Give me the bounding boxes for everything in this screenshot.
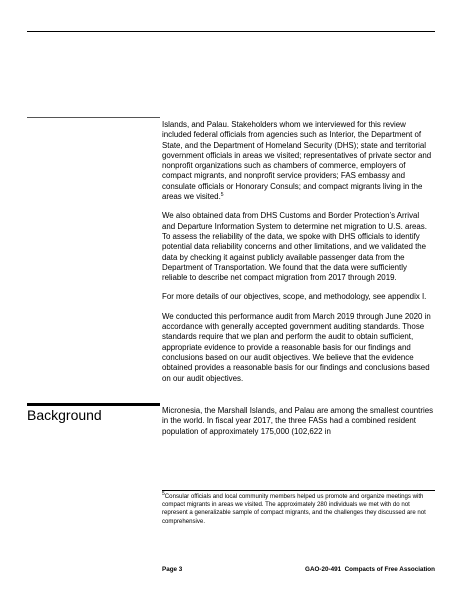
background-text bbox=[162, 406, 434, 446]
report-title: GAO-20-491 Compacts of Free Association bbox=[305, 566, 435, 573]
paragraph-methodology: For more details of our objectives, scope, and methodology, see appendix I. bbox=[162, 292, 427, 302]
header-rule bbox=[27, 31, 435, 32]
footnote-number: 5 bbox=[162, 491, 165, 497]
footnote-text: Consular officials and local community members helped us promote and organize meetings with compact migrants in areas we visited. The approximately 280 individuals we met with do not represent a generalizable sample of compact migrants, and the challenges they discussed are not comprehensive. bbox=[162, 493, 426, 525]
footnote-reference[interactable]: 5 bbox=[220, 192, 224, 199]
body-text bbox=[162, 120, 434, 393]
paragraph-background: Micronesia, the Marshall Islands, and Palau are among the smallest countries in the world. In fiscal year 2017, the three FASs had a combined resident population of approximately 175,000 (102,622 in bbox=[162, 406, 434, 436]
footnote bbox=[162, 493, 435, 526]
paragraph-data-sources: We also obtained data from DHS Customs and Border Protection’s Arrival and Departure Information System to determine net migration to U.S. areas. To assess the reliability of the data, we spoke with DHS officials to identify potential data reliability concerns and other limitations, and we validated the data by checking it against publicly available passenger data from the Department of Transportation. We found that the data were sufficiently reliable to describe net compact migration from 2017 through 2019. bbox=[162, 211, 427, 283]
paragraph-stakeholders: Islands, and Palau. Stakeholders whom we interviewed for this review included federal officials from agencies such as Interior, the Department of State, and the Department of Homeland Security (DHS); state and territorial government officials in areas we visited; representatives of private sector and nonprofit organizations such as chambers of commerce, employers of compact migrants, and nonprofit service providers; FAS embassy and consulate officials or Honorary Consuls; and compact migrants living in the areas we visited.$^5$ bbox=[162, 120, 432, 202]
footnote-rule bbox=[162, 490, 435, 491]
paragraph-audit-standards: We conducted this performance audit from March 2019 through June 2020 in accordance with generally accepted government auditing standards. Those standards require that we plan and perform the audit to obtain sufficient, appropriate evidence to provide a reasonable basis for our findings and conclusions based on our audit objectives. We believe that the evidence obtained provides a reasonable basis for our findings and conclusions based on our audit objectives. bbox=[162, 311, 431, 383]
page-number: Page 3 bbox=[162, 566, 183, 573]
section-heading-background: Background bbox=[27, 407, 102, 423]
margin-rule bbox=[27, 117, 160, 118]
